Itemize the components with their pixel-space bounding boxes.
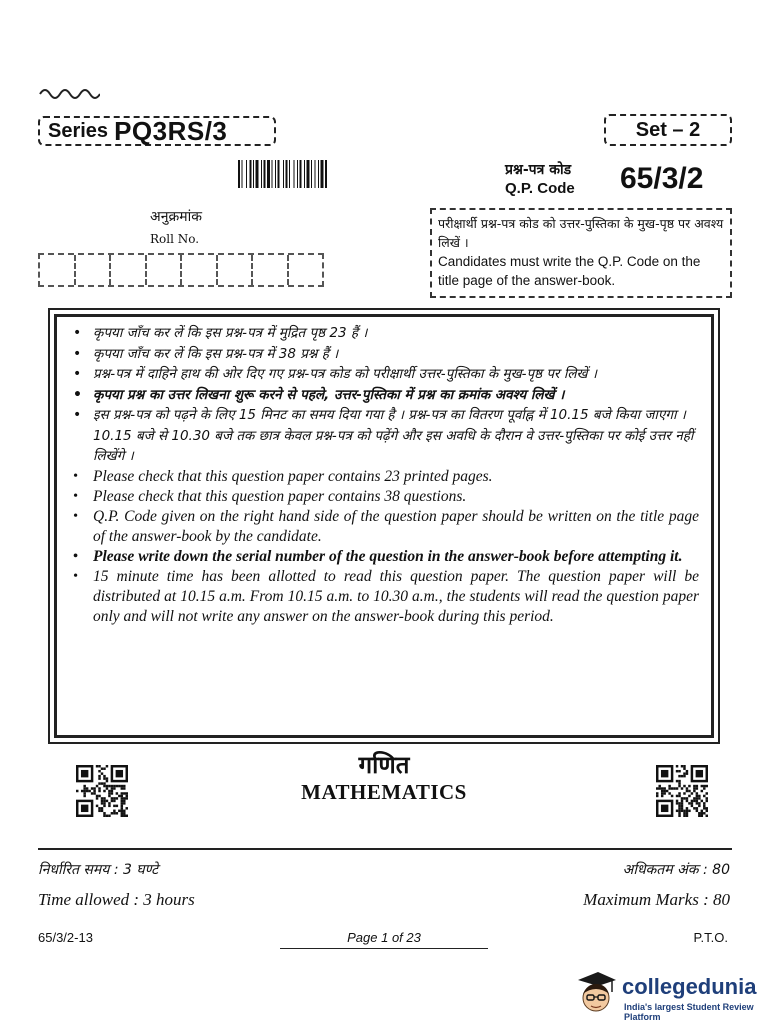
candidate-note-hindi: परीक्षार्थी प्रश्न-पत्र कोड को उत्तर-पुस्तिका के मुख-पृष्ठ पर अवश्य लिखें । xyxy=(438,216,724,250)
instruction-item: • Q.P. Code given on the right hand side of the question paper should be written on the title page of the answer-book by the candidate. xyxy=(71,507,699,547)
roll-no-cell xyxy=(111,255,147,285)
instructions-list xyxy=(71,323,699,627)
collegedunia-watermark xyxy=(572,966,762,1022)
instruction-item: • Please check that this question paper contains 38 questions. xyxy=(71,487,699,507)
instruction-item: • इस प्रश्न-पत्र को पढ़ने के लिए 15 मिनट का समय दिया गया है । प्रश्न-पत्र का वितरण पूर्वाह्न में 10.15 बजे किया जाएगा । 10.15 बजे से 10.30 बजे तक छात्र केवल प्रश्न-पत्र को पढ़ेंगे और इस अवधि के दौरान वे उत्तर-पुस्तिका पर कोई उत्तर नहीं लिखेंगे । xyxy=(71,405,699,467)
set-label: Set – 2 xyxy=(635,118,701,141)
squiggle-mark xyxy=(38,84,100,100)
page-number: Page 1 of 23 xyxy=(347,930,421,945)
instruction-item: • Please check that this question paper contains 23 printed pages. xyxy=(71,467,699,487)
roll-no-cell xyxy=(253,255,289,285)
instruction-item: • प्रश्न-पत्र में दाहिने हाथ की ओर दिए गए प्रश्न-पत्र कोड को परीक्षार्थी उत्तर-पुस्तिका के मुख-पृष्ठ पर लिखें । xyxy=(71,364,699,385)
subject-title-hindi: गणित xyxy=(358,751,410,779)
roll-no-boxes xyxy=(38,253,324,287)
pto-label: P.T.O. xyxy=(693,930,728,945)
time-allowed: Time allowed : 3 hours xyxy=(38,890,195,909)
set-box xyxy=(604,114,732,146)
roll-no-cell xyxy=(40,255,76,285)
qr-code-icon xyxy=(76,765,128,817)
qr-code-icon xyxy=(656,765,708,817)
time-allowed-hindi: निर्धारित समय : 3 घण्टे xyxy=(38,862,159,878)
candidate-note-box xyxy=(430,208,732,298)
series-label: Series xyxy=(48,119,109,142)
footer-code: 65/3/2-13 xyxy=(38,930,93,945)
roll-no-label: Roll No. xyxy=(150,232,200,246)
roll-no-cell xyxy=(76,255,112,285)
maximum-marks-hindi: अधिकतम अंक : 80 xyxy=(622,862,730,878)
maximum-marks: Maximum Marks : 80 xyxy=(583,890,730,909)
subject-title: MATHEMATICS xyxy=(301,780,467,804)
qp-code-value: 65/3/2 xyxy=(620,162,704,195)
candidate-note-english: Candidates must write the Q.P. Code on the title page of the answer-book. xyxy=(438,254,701,288)
qp-code-label: Q.P. Code xyxy=(505,180,575,197)
instruction-item: • कृपया प्रश्न का उत्तर लिखना शुरू करने से पहले, उत्तर-पुस्तिका में प्रश्न का क्रमांक अवश्य लिखें । xyxy=(71,385,699,406)
roll-no-cell xyxy=(289,255,323,285)
instructions-inner xyxy=(54,314,714,738)
qp-code-label-hindi: प्रश्न-पत्र कोड xyxy=(505,162,572,178)
divider xyxy=(38,848,732,850)
roll-no-cell xyxy=(182,255,218,285)
instruction-item: • कृपया जाँच कर लें कि इस प्रश्न-पत्र में मुद्रित पृष्ठ 23 हैं । xyxy=(71,323,699,344)
instruction-item: • 15 minute time has been allotted to read this question paper. The question paper will be distributed at 10.15 a.m. From 10.15 a.m. to 10.30 a.m., the students will read the question paper only and will not write any answer on the answer-book during this period. xyxy=(71,567,699,627)
instruction-item: • कृपया जाँच कर लें कि इस प्रश्न-पत्र में 38 प्रश्न हैं । xyxy=(71,344,699,365)
roll-no-label-hindi: अनुक्रमांक xyxy=(150,209,202,225)
series-value: PQ3RS/3 xyxy=(114,115,228,146)
brand-tagline: India's largest Student Review Platform xyxy=(624,1002,754,1022)
series-box xyxy=(38,116,276,146)
instructions-box xyxy=(48,308,720,744)
brand-name: collegedunia xyxy=(622,974,757,999)
roll-no-cell xyxy=(147,255,183,285)
roll-no-cell xyxy=(218,255,254,285)
barcode-icon xyxy=(238,160,380,188)
page-number-underline xyxy=(280,948,488,949)
instruction-item: • Please write down the serial number of the question in the answer-book before attempting it. xyxy=(71,547,699,567)
mascot-logo-icon xyxy=(572,966,620,1018)
